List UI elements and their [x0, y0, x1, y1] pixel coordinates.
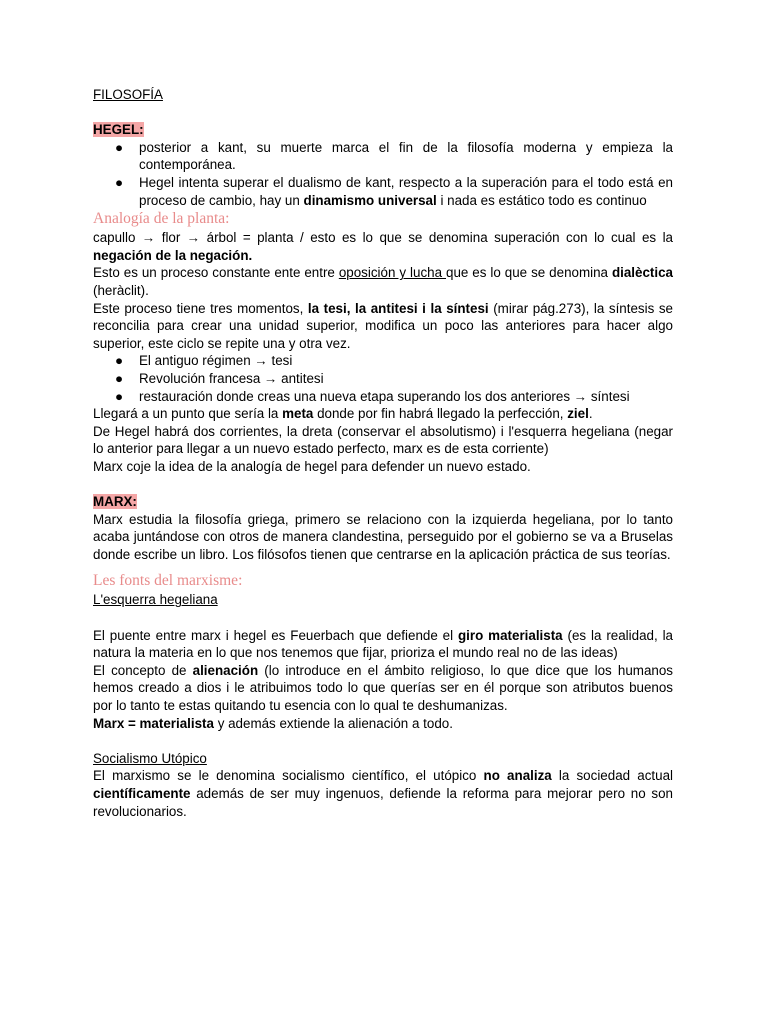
text: que es lo que se denomina: [446, 265, 612, 281]
text: El puente entre marx i hegel es Feuerbach que defiende el: [93, 627, 458, 643]
list-item: [93, 139, 673, 174]
text: y además extiende la alienación a todo.: [213, 715, 453, 731]
analogia-heading: Analogía de la planta:: [93, 210, 230, 228]
bold-term: científicamente: [93, 785, 191, 801]
text: (heràclit).: [93, 282, 149, 298]
underlined-term: oposición y lucha: [338, 265, 446, 281]
marx-heading-line: [93, 493, 673, 511]
spacer: [93, 609, 673, 627]
bold-term: no analiza: [483, 768, 552, 784]
fonts-heading: Les fonts del marxisme:: [93, 572, 243, 590]
bold-term: ziel: [567, 406, 589, 422]
list-item: [93, 352, 673, 370]
bold-term: dialèctica: [611, 265, 673, 281]
bold-term: dinamismo universal: [303, 192, 437, 208]
spacer: [93, 732, 673, 750]
bold-term: meta: [282, 406, 314, 422]
text: El concepto de: [93, 662, 193, 678]
list-text: Revolución francesa → antitesi: [139, 370, 324, 386]
list-text: restauración donde creas una nueva etapa superando los dos anteriores → síntesi: [139, 388, 630, 404]
hegel-heading-line: [93, 121, 673, 139]
hegel-bullet-text: i nada es estático todo es continuo: [436, 192, 647, 208]
text: la sociedad actual: [551, 768, 673, 784]
fonts-paragraph: [93, 627, 673, 662]
spacer: [93, 475, 673, 493]
bullet-icon: ●: [115, 139, 124, 155]
subheading-esquerra: L'esquerra hegeliana: [93, 592, 218, 608]
list-item: [93, 370, 673, 388]
spacer: [93, 563, 673, 571]
fonts-paragraph: [93, 662, 673, 715]
analogia-bullet-list: [93, 352, 673, 405]
subheading-utopico: Socialismo Utópico: [93, 750, 207, 766]
text: .: [588, 406, 593, 422]
bold-term: giro materialista: [458, 627, 563, 643]
text: Llegará a un punto que sería la: [93, 406, 283, 422]
marx-heading: MARX:: [93, 494, 137, 510]
analogia-paragraph: De Hegel habrá dos corrientes, la dreta (conservar el absolutismo) i l'esquerra hegeliana (negar lo anterior para llegar a un nuevo estado perfecto, marx es de esta corriente): [93, 423, 673, 457]
bullet-icon: ●: [115, 174, 124, 190]
text: (mirar pág.273), la síntesis se reconcilia para crear una unidad superior, modifica un poco las anteriores para hacer algo superior, este ciclo se repite una y otra vez.: [93, 300, 673, 351]
text: (es la realidad, la natura la materia en lo que nos tenemos que fijar, prioriza el mundo real no de las ideas): [93, 627, 674, 661]
text: Esto es un proceso constante ente entre: [93, 265, 339, 281]
text: Este proceso tiene tres momentos,: [93, 300, 308, 316]
list-item: [93, 174, 673, 209]
list-item: [93, 388, 673, 406]
analogia-paragraph: [93, 229, 673, 264]
text: (lo introduce en el ámbito religioso, lo que dice que los humanos hemos creado a dios i le atribuimos todo lo que querías ser en él porque son atributos buenos por lo tanto te estas quitando tu esencia con lo qual te deshumanizas.: [93, 662, 673, 713]
marx-paragraph: Marx estudia la filosofía griega, primero se relaciono con la izquierda hegeliana, por lo tanto acaba juntándose con otros de manera clandestina, perseguido por el gobierno se va a Bruselas donde escribe un libro. Los filósofos tienen que centrarse en la aplicación práctica de sus teorías.: [93, 511, 673, 562]
fonts-paragraph: [93, 767, 673, 820]
fonts-paragraph: [93, 715, 673, 733]
bullet-icon: ●: [115, 353, 124, 369]
bullet-icon: ●: [115, 388, 124, 404]
analogia-paragraph: Marx coje la idea de la analogía de hegel para defender un nuevo estado.: [93, 458, 531, 474]
list-text: El antiguo régimen → tesi: [139, 353, 293, 369]
text: además de ser muy ingenuos, defiende la reforma para mejorar pero no son revolucionarios.: [93, 785, 673, 819]
bold-term: Marx = materialista: [93, 715, 214, 731]
bold-term: negación de la negación.: [93, 247, 253, 263]
hegel-heading: HEGEL:: [93, 122, 144, 138]
hegel-bullet-text: Hegel intenta superar el dualismo de kant, respecto a la superación para el todo está en proceso de cambio, hay un: [139, 174, 673, 208]
analogia-paragraph: [93, 264, 673, 299]
document-page: [93, 86, 673, 820]
analogia-paragraph: [93, 300, 673, 353]
text: El marxismo se le denomina socialismo científico, el utópico: [93, 768, 484, 784]
text: capullo → flor → árbol = planta / esto es lo que se denomina superación con lo cual es la: [93, 230, 673, 246]
analogia-paragraph: [93, 405, 673, 423]
hegel-bullet-list: [93, 139, 673, 209]
document-title: FILOSOFÍA: [93, 87, 163, 102]
bullet-icon: ●: [115, 370, 124, 386]
text: donde por fin habrá llegado la perfección,: [313, 406, 568, 422]
bold-term: la tesi, la antitesi i la síntesi: [307, 300, 489, 316]
hegel-bullet-text: posterior a kant, su muerte marca el fin de la filosofía moderna y empieza la contemporánea.: [139, 139, 673, 173]
bold-term: alienación: [192, 662, 259, 678]
